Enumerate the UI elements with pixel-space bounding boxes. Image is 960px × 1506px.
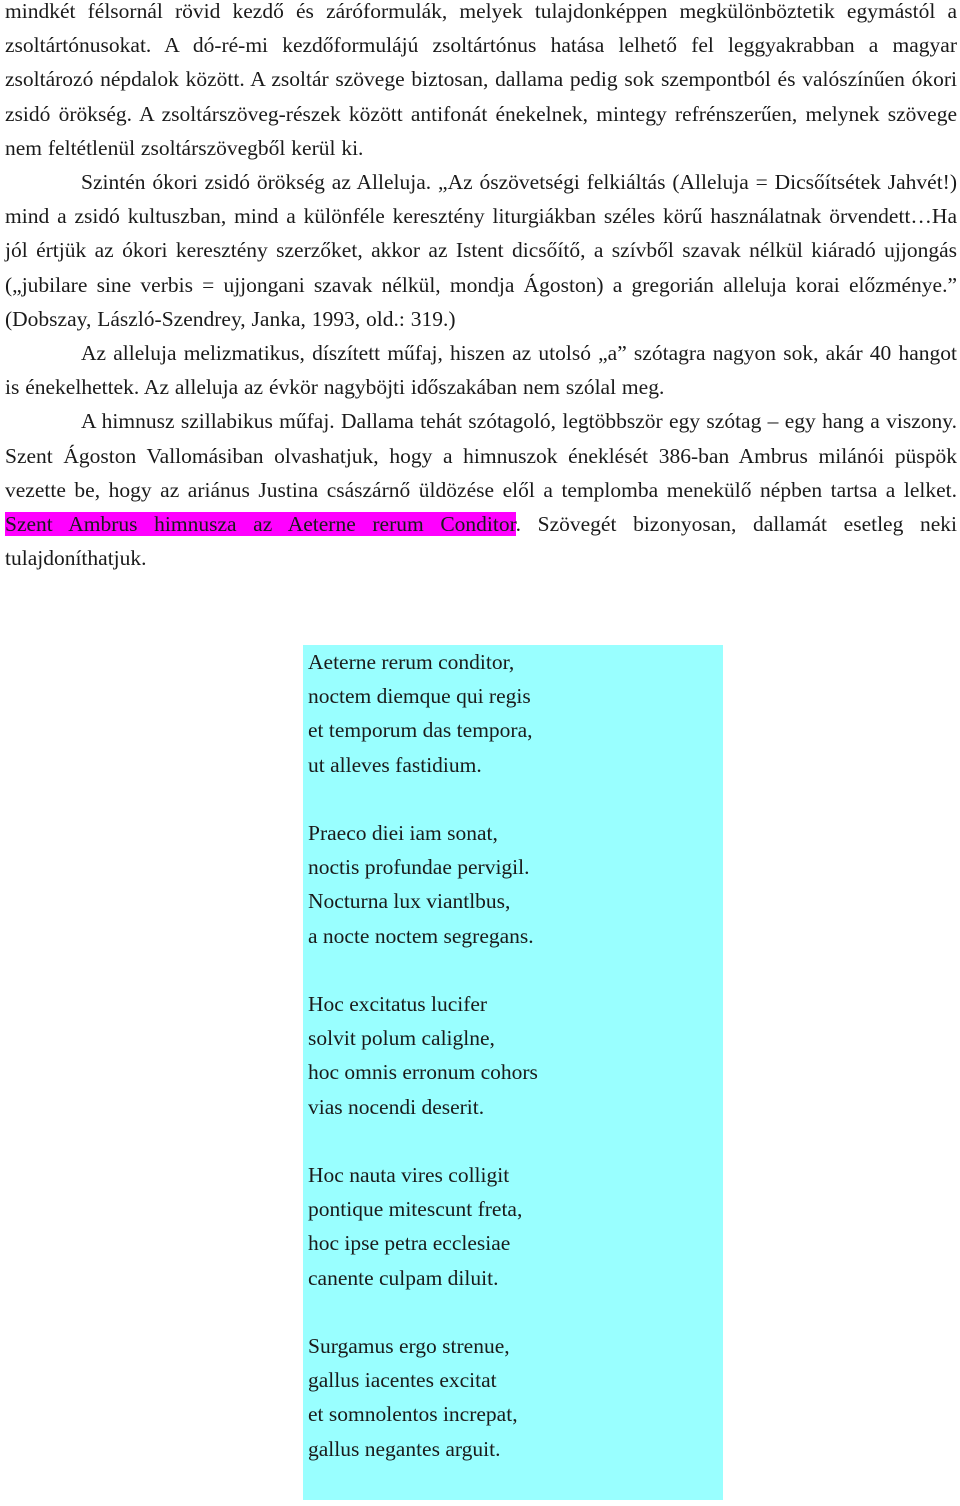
poem-line: Hoc excitatus lucifer [308,992,488,1016]
poem-line: solvit polum caliglne, [308,1026,495,1051]
paragraph-psalm-tones [5,0,957,165]
paragraph-text: A himnusz szillabikus műfaj. Dallama tehát szótagoló, legtöbbször egy szótag – egy hang a viszony. Szent Ágoston Vallomásiban olvashatjuk, hogy a himnuszok éneklését 386-ban Ambrus milánói püspök vezette be, hogy az ariánus Justina császárnő üldözése elől a templomba menekülő népben tartsa a lelket. [5,409,957,502]
poem-line: vias nocendi deserit. [308,1094,485,1119]
poem-line: noctis profundae pervigil. [308,855,530,880]
hymn-text-box [303,645,723,1500]
poem-line: et temporum das tempora, [308,718,533,743]
poem-stanza-5 [308,1329,518,1466]
paragraph-text: Szintén ókori zsidó örökség az Alleluja. „Az ószövetségi felkiáltás (Alleluja = Dicsőítsétek Jahvét!) mind a zsidó kultuszban, mind a különféle keresztény liturgiákban széles körű használatnak örvendett…Ha jól értjük az ókori keresztény szerzőket, akkor az Istent dicsőítő, a szívből szavak nélkül kiáradó ujjongás („jubilare sine verbis = ujjongani szavak nélkül, mondja Ágoston) a gregorián alleluja korai előzménye.” (Dobszay, László-Szendrey, Janka, 1993, old.: 319.) [5,170,957,331]
poem-line: pontique mitescunt freta, [308,1197,523,1222]
poem-line: Praeco diei iam sonat, [308,821,498,845]
poem-stanza-1 [308,645,533,782]
poem-line: hoc ipse petra ecclesiae [308,1231,511,1256]
poem-line: hoc omnis erronum cohors [308,1060,538,1085]
paragraph-text: . Szövegét bizonyosan, dallamát esetleg neki tulajdoníthatjuk. [5,512,957,571]
paragraph-text: mindkét félsornál rövid kezdő és záróformulák, melyek tulajdonképpen megkülönböztetik egymástól a zsoltártónusokat. A dó-ré-mi kezdőformulájú zsoltártónus hatása lelhető fel leggyakrabban a magyar zsoltározó népdalok között. A zsoltár szövege biztosan, dallama pedig sok szempontból és valószínűen ókori zsidó örökség. A zsoltárszöveg-részek között antifonát énekelnek, mintegy refrénszerűen, melynek szövege nem feltétlenül zsoltárszövegből kerül ki. [5,0,957,160]
poem-line: gallus iacentes excitat [308,1368,497,1393]
poem-stanza-2 [308,816,534,953]
poem-stanza-4 [308,1158,522,1295]
poem-line: Surgamus ergo strenue, [308,1334,510,1358]
poem-line: gallus negantes arguit. [308,1436,501,1461]
highlighted-text: Szent Ambrus himnusza az Aeterne rerum Conditor [5,512,516,537]
poem-line: Aeterne rerum conditor, [308,650,515,674]
poem-line: noctem diemque qui regis [308,684,531,709]
paragraph-alleluja-origin [5,165,957,336]
poem-line: Hoc nauta vires colligit [308,1163,510,1187]
poem-line: Nocturna lux viantlbus, [308,889,511,914]
document-body [5,0,957,575]
poem-stanza-3 [308,987,538,1124]
poem-line: canente culpam diluit. [308,1265,499,1290]
poem-line: a nocte noctem segregans. [308,923,534,948]
paragraph-alleluja-melisma [5,336,957,404]
paragraph-hymn [5,404,957,575]
paragraph-text: Az alleluja melizmatikus, díszített műfaj, hiszen az utolsó „a” szótagra nagyon sok, akár 40 hangot is énekelhettek. Az alleluja az évkör nagyböjti időszakában nem szólal meg. [5,341,957,400]
poem-line: ut alleves fastidium. [308,752,482,777]
poem-line: et somnolentos increpat, [308,1402,518,1427]
